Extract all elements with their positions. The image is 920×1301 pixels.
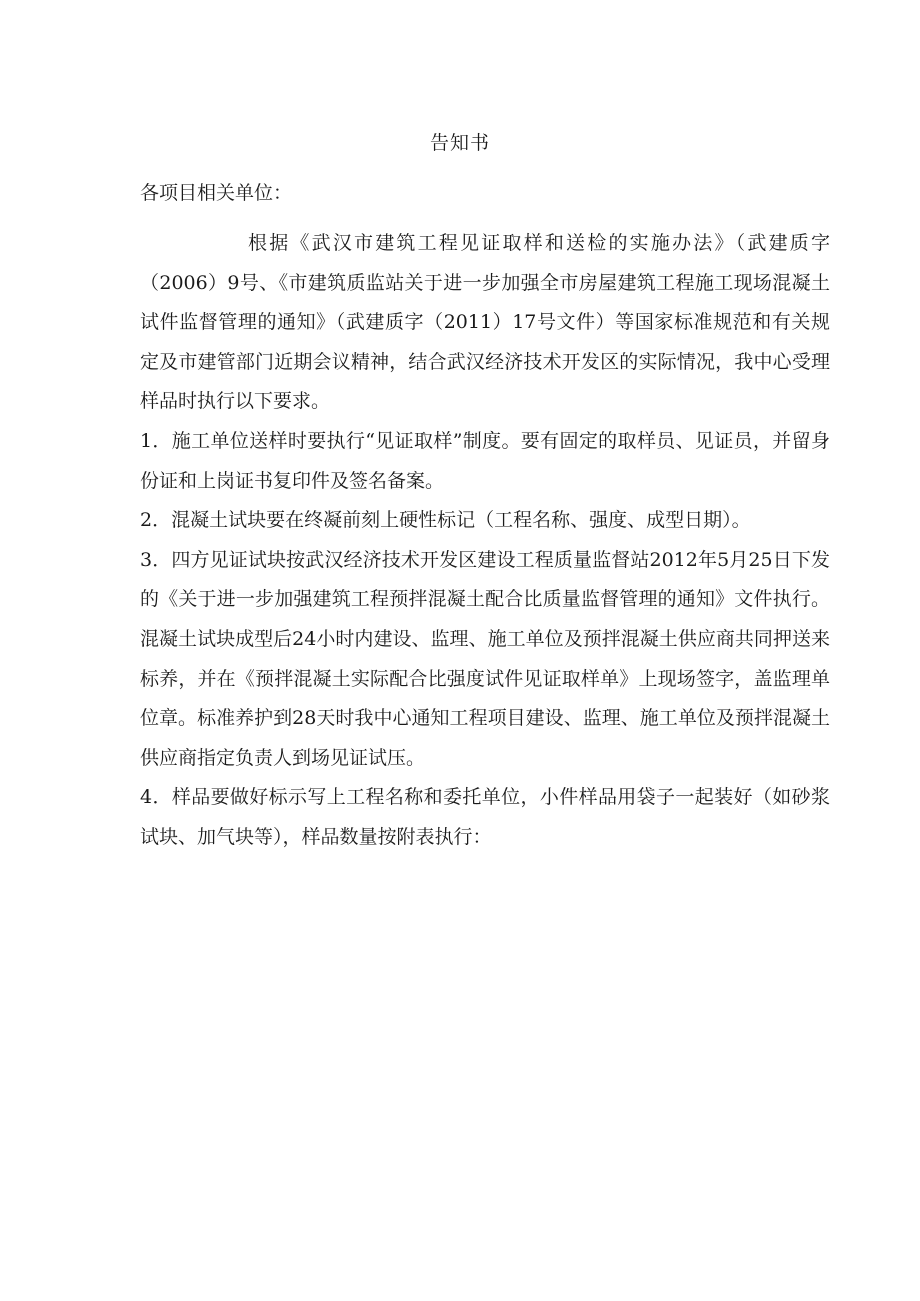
document-title: 告知书 — [429, 132, 490, 154]
requirement-item-2: 2．混凝土试块要在终凝前刻上硬性标记（工程名称、强度、成型日期）。 — [140, 509, 751, 532]
document-body — [140, 224, 830, 858]
requirement-item-1: 1．施工单位送样时要执行“见证取样”制度。要有固定的取样员、见证员，并留身份证和上岗证书复印件及签名备案。 — [140, 429, 830, 492]
requirement-item-4: 4．样品要做好标示写上工程名称和委托单位，小件样品用袋子一起装好（如砂浆试块、加气块等），样品数量按附表执行： — [140, 786, 830, 848]
requirement-item-3: 3．四方见证试块按武汉经济技术开发区建设工程质量监督站2012年5月25日下发的《关于进一步加强建筑工程预拌混凝土配合比质量监督管理的通知》文件执行。混凝土试块成型后24小时内建设、监理、施工单位及预拌混凝土供应商共同押送来标养，并在《预拌混凝土实际配合比强度试件见证取样单》上现场签字，盖监理单位章。标准养护到28天时我中心通知工程项目建设、监理、施工单位及预拌混凝土供应商指定负责人到场见证试压。 — [140, 548, 830, 769]
intro-paragraph: 根据《武汉市建筑工程见证取样和送检的实施办法》（武建质字（2006）9号、《市建筑质监站关于进一步加强全市房屋建筑工程施工现场混凝土试件监督管理的通知》（武建质字（2011）17号文件）等国家标准规范和有关规定及市建管部门近期会议精神，结合武汉经济技术开发区的实际情况，我中心受理样品时执行以下要求。 — [140, 232, 830, 413]
salutation: 各项目相关单位： — [140, 182, 293, 204]
